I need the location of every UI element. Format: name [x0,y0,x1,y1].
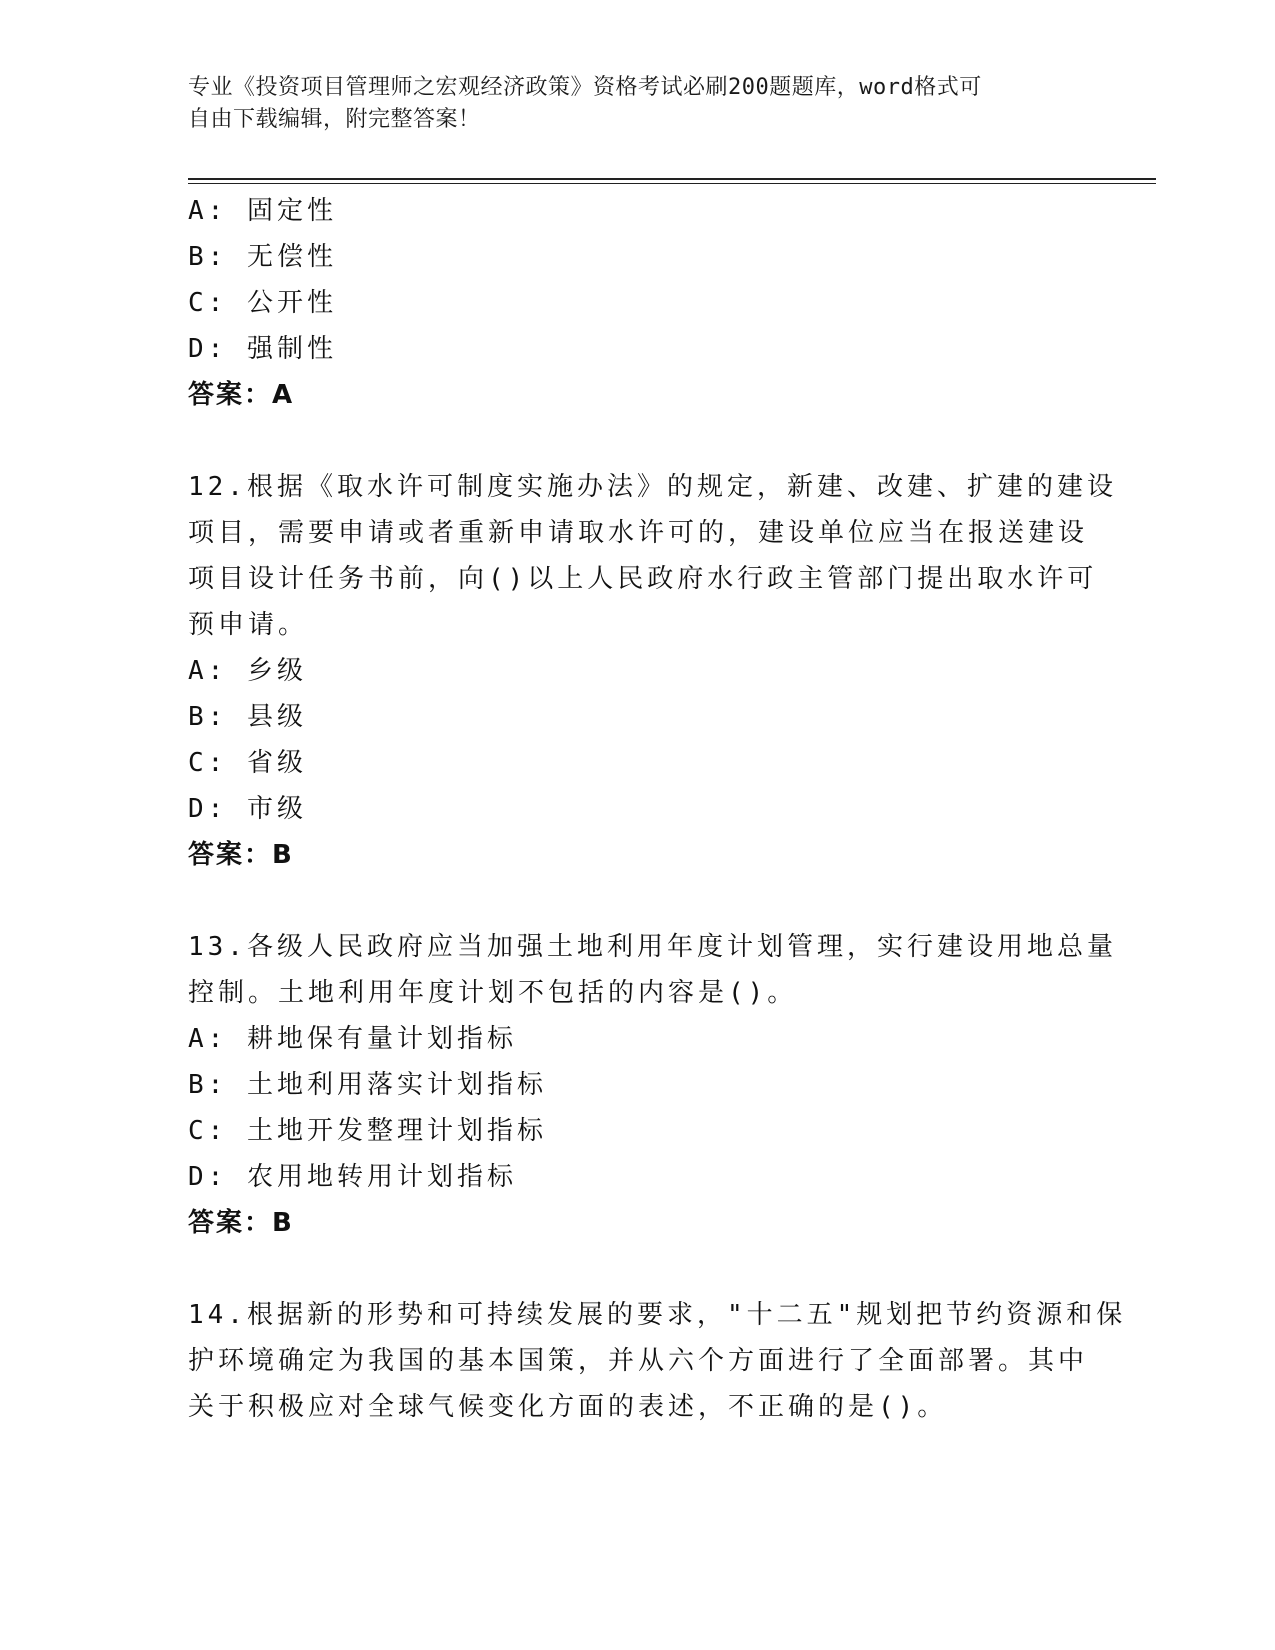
header-line-2: 自由下载编辑，附完整答案！ [188,107,481,132]
option-b: B: 无偿性 [188,242,337,272]
option-b: B: 土地利用落实计划指标 [188,1070,547,1100]
question-12-block [188,464,1117,878]
question-14-block [188,1292,1127,1430]
question-stem-line: 预申请。 [188,610,309,640]
header-divider-thin [188,183,1156,184]
question-stem-line: 项目，需要申请或者重新申请取水许可的，建设单位应当在报送建设 [188,518,1089,548]
document-header [188,72,1068,136]
question-spacer [188,418,1088,464]
question-stem-line: 关于积极应对全球气候变化方面的表述，不正确的是()。 [188,1392,948,1422]
header-line-1: 专业《投资项目管理师之宏观经济政策》资格考试必刷200题题库，word格式可 [188,75,982,100]
answer-line: 答案：A [188,380,295,410]
option-d: D: 强制性 [188,334,337,364]
option-b: B: 县级 [188,702,307,732]
option-c: C: 土地开发整理计划指标 [188,1116,547,1146]
question-stem-line: 13.各级人民政府应当加强土地利用年度计划管理，实行建设用地总量 [188,932,1117,962]
option-c: C: 公开性 [188,288,337,318]
answer-line: 答案：B [188,1208,294,1238]
question-stem-line: 护环境确定为我国的基本国策，并从六个方面进行了全面部署。其中 [188,1346,1089,1376]
question-stem-line: 项目设计任务书前，向()以上人民政府水行政主管部门提出取水许可 [188,564,1098,594]
question-stem-line: 12.根据《取水许可制度实施办法》的规定，新建、改建、扩建的建设 [188,472,1117,502]
question-content [188,188,1127,1430]
option-d: D: 市级 [188,794,307,824]
option-a: A: 固定性 [188,196,337,226]
question-11-block [188,188,1088,418]
option-c: C: 省级 [188,748,307,778]
option-a: A: 乡级 [188,656,307,686]
option-d: D: 农用地转用计划指标 [188,1162,517,1192]
question-13-block [188,924,1117,1246]
question-stem-line: 控制。土地利用年度计划不包括的内容是()。 [188,978,798,1008]
option-a: A: 耕地保有量计划指标 [188,1024,517,1054]
question-spacer [188,1246,1088,1292]
answer-line: 答案：B [188,840,294,870]
header-divider-thick [188,178,1156,180]
question-spacer [188,878,1088,924]
question-stem-line: 14.根据新的形势和可持续发展的要求，"十二五"规划把节约资源和保 [188,1300,1127,1330]
